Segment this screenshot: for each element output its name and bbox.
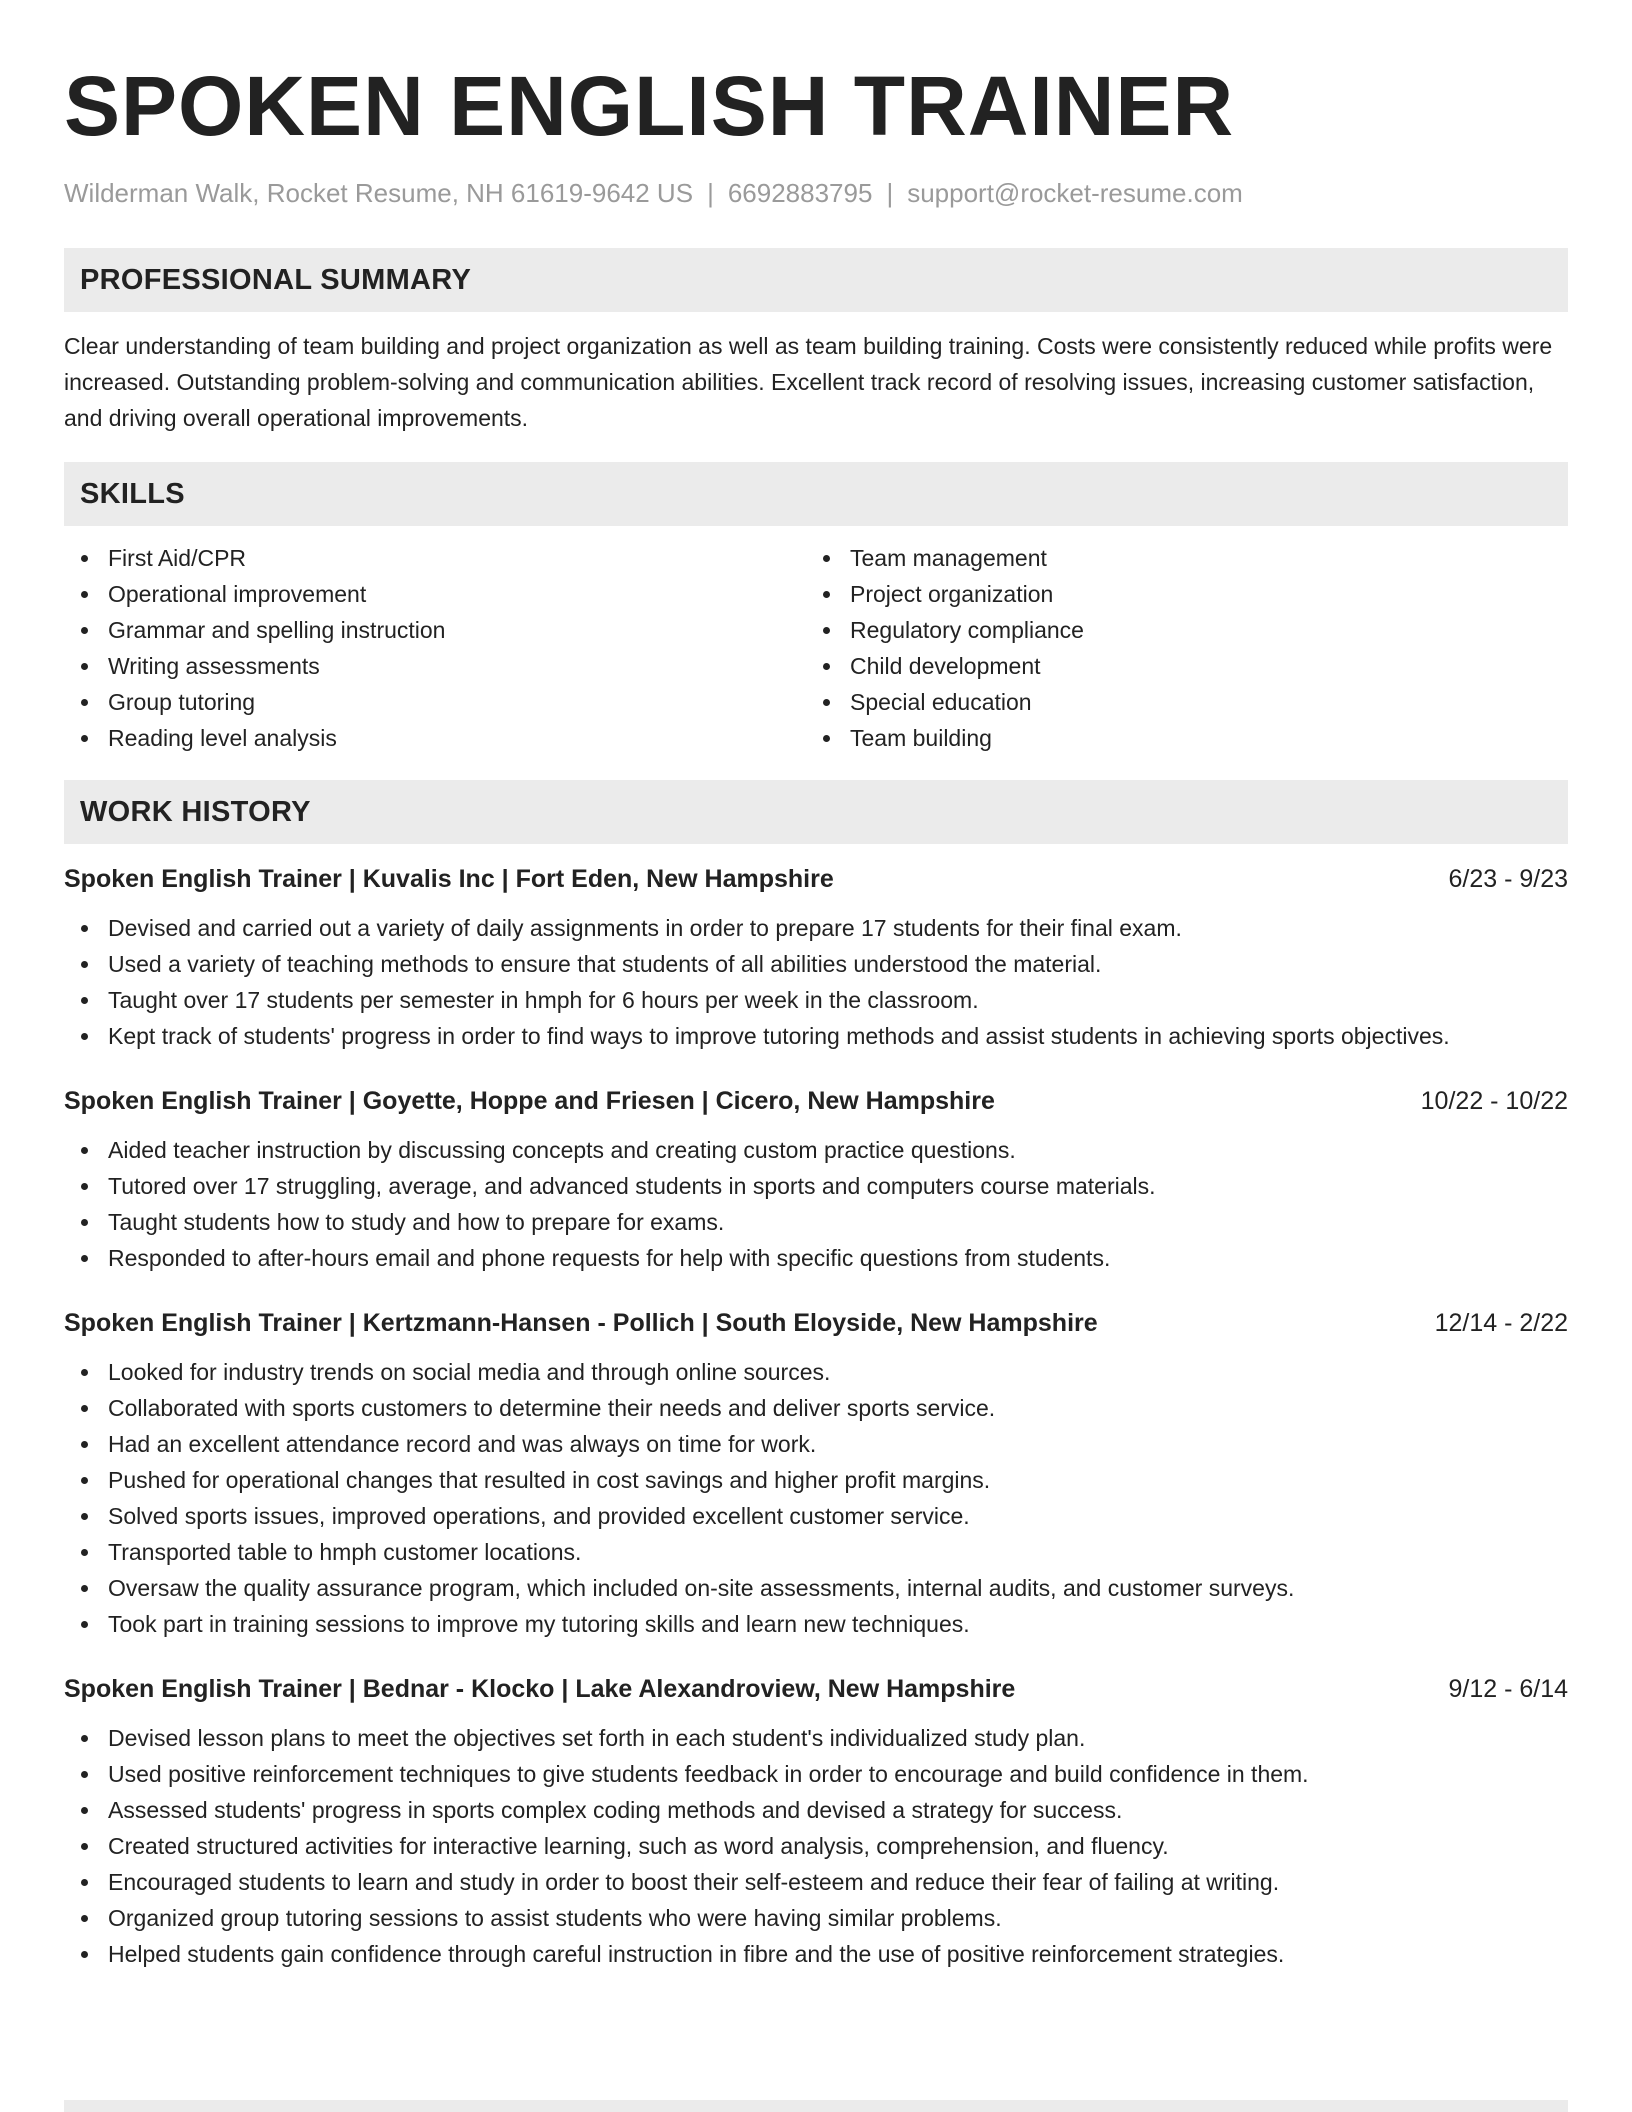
job-bullet-list <box>64 1720 1568 1972</box>
job-title: Spoken English Trainer | Bednar - Klocko | Lake Alexandroview, New Hampshire <box>64 1675 1016 1703</box>
skill-item: Group tutoring <box>64 684 806 720</box>
skills-column-left <box>64 540 806 756</box>
job-bullet: Assessed students' progress in sports complex coding methods and devised a strategy for success. <box>64 1792 1568 1828</box>
next-section-header-edge <box>64 2100 1568 2112</box>
job-bullet: Had an excellent attendance record and was always on time for work. <box>64 1426 1568 1462</box>
job-bullet: Tutored over 17 struggling, average, and advanced students in sports and computers course materials. <box>64 1168 1568 1204</box>
job-bullet-list <box>64 1132 1568 1276</box>
job-bullet: Transported table to hmph customer locations. <box>64 1534 1568 1570</box>
job-bullet: Organized group tutoring sessions to assist students who were having similar problems. <box>64 1900 1568 1936</box>
contact-phone: 6692883795 <box>727 178 873 208</box>
contact-separator: | <box>707 178 714 208</box>
skill-item: Writing assessments <box>64 648 806 684</box>
job-bullet: Taught students how to study and how to prepare for exams. <box>64 1204 1568 1240</box>
job-header <box>64 1084 1568 1118</box>
contact-email: support@rocket-resume.com <box>907 178 1243 208</box>
job-dates: 10/22 - 10/22 <box>1420 1087 1568 1115</box>
skill-item: Reading level analysis <box>64 720 806 756</box>
skills-column-right <box>806 540 1548 756</box>
job-bullet: Taught over 17 students per semester in hmph for 6 hours per week in the classroom. <box>64 982 1568 1018</box>
job-bullet-list <box>64 910 1568 1054</box>
job-bullet: Solved sports issues, improved operations, and provided excellent customer service. <box>64 1498 1568 1534</box>
job-title: Spoken English Trainer | Kuvalis Inc | Fort Eden, New Hampshire <box>64 865 834 893</box>
resume-page <box>64 0 1568 1972</box>
job-bullet: Looked for industry trends on social media and through online sources. <box>64 1354 1568 1390</box>
job-bullet: Collaborated with sports customers to determine their needs and deliver sports service. <box>64 1390 1568 1426</box>
job-header <box>64 1672 1568 1706</box>
job-entry <box>64 1084 1568 1276</box>
job-bullet-list <box>64 1354 1568 1642</box>
work-history-heading: WORK HISTORY <box>64 780 1568 844</box>
job-bullet: Encouraged students to learn and study in order to boost their self-esteem and reduce their fear of failing at writing. <box>64 1864 1568 1900</box>
summary-text: Clear understanding of team building and project organization as well as team building training. Costs were consistently reduced while profits were increased. Outstanding problem-solving and communication abilities. Excellent track record of resolving issues, increasing customer satisfaction, and driving overall operational improvements. <box>64 333 1553 431</box>
job-header <box>64 1306 1568 1340</box>
skill-item: Grammar and spelling instruction <box>64 612 806 648</box>
job-bullet: Aided teacher instruction by discussing concepts and creating custom practice questions. <box>64 1132 1568 1168</box>
summary-heading: PROFESSIONAL SUMMARY <box>64 248 1568 312</box>
job-dates: 6/23 - 9/23 <box>1448 865 1568 893</box>
page-title: SPOKEN ENGLISH TRAINER <box>64 59 1235 153</box>
skill-item: First Aid/CPR <box>64 540 806 576</box>
job-bullet: Pushed for operational changes that resulted in cost savings and higher profit margins. <box>64 1462 1568 1498</box>
job-bullet: Devised and carried out a variety of daily assignments in order to prepare 17 students for their final exam. <box>64 910 1568 946</box>
contact-address: Wilderman Walk, Rocket Resume, NH 61619-9642 US <box>64 178 694 208</box>
skill-item: Child development <box>806 648 1548 684</box>
job-bullet: Responded to after-hours email and phone requests for help with specific questions from students. <box>64 1240 1568 1276</box>
job-bullet: Devised lesson plans to meet the objectives set forth in each student's individualized study plan. <box>64 1720 1568 1756</box>
job-header <box>64 862 1568 896</box>
job-bullet: Used positive reinforcement techniques to give students feedback in order to encourage and build confidence in them. <box>64 1756 1568 1792</box>
skill-item: Project organization <box>806 576 1548 612</box>
job-entry <box>64 862 1568 1054</box>
job-bullet: Kept track of students' progress in order to find ways to improve tutoring methods and assist students in achieving sports objectives. <box>64 1018 1568 1054</box>
skill-item: Regulatory compliance <box>806 612 1548 648</box>
job-dates: 9/12 - 6/14 <box>1448 1675 1568 1703</box>
skills-heading: SKILLS <box>64 462 1568 526</box>
job-bullet: Took part in training sessions to improve my tutoring skills and learn new techniques. <box>64 1606 1568 1642</box>
job-bullet: Used a variety of teaching methods to ensure that students of all abilities understood the material. <box>64 946 1568 982</box>
skills-list <box>64 540 1568 756</box>
skill-item: Team management <box>806 540 1548 576</box>
job-bullet: Helped students gain confidence through careful instruction in fibre and the use of positive reinforcement strategies. <box>64 1936 1568 1972</box>
job-title: Spoken English Trainer | Kertzmann-Hansen - Pollich | South Eloyside, New Hampshire <box>64 1309 1098 1337</box>
contact-line <box>64 176 1568 210</box>
job-entry <box>64 1306 1568 1642</box>
job-bullet: Oversaw the quality assurance program, which included on-site assessments, internal audits, and customer surveys. <box>64 1570 1568 1606</box>
job-entry <box>64 1672 1568 1972</box>
job-title: Spoken English Trainer | Goyette, Hoppe and Friesen | Cicero, New Hampshire <box>64 1087 995 1115</box>
skill-item: Special education <box>806 684 1548 720</box>
job-dates: 12/14 - 2/22 <box>1434 1309 1568 1337</box>
skill-item: Operational improvement <box>64 576 806 612</box>
job-bullet: Created structured activities for interactive learning, such as word analysis, comprehension, and fluency. <box>64 1828 1568 1864</box>
skill-item: Team building <box>806 720 1548 756</box>
contact-separator: | <box>886 178 894 208</box>
